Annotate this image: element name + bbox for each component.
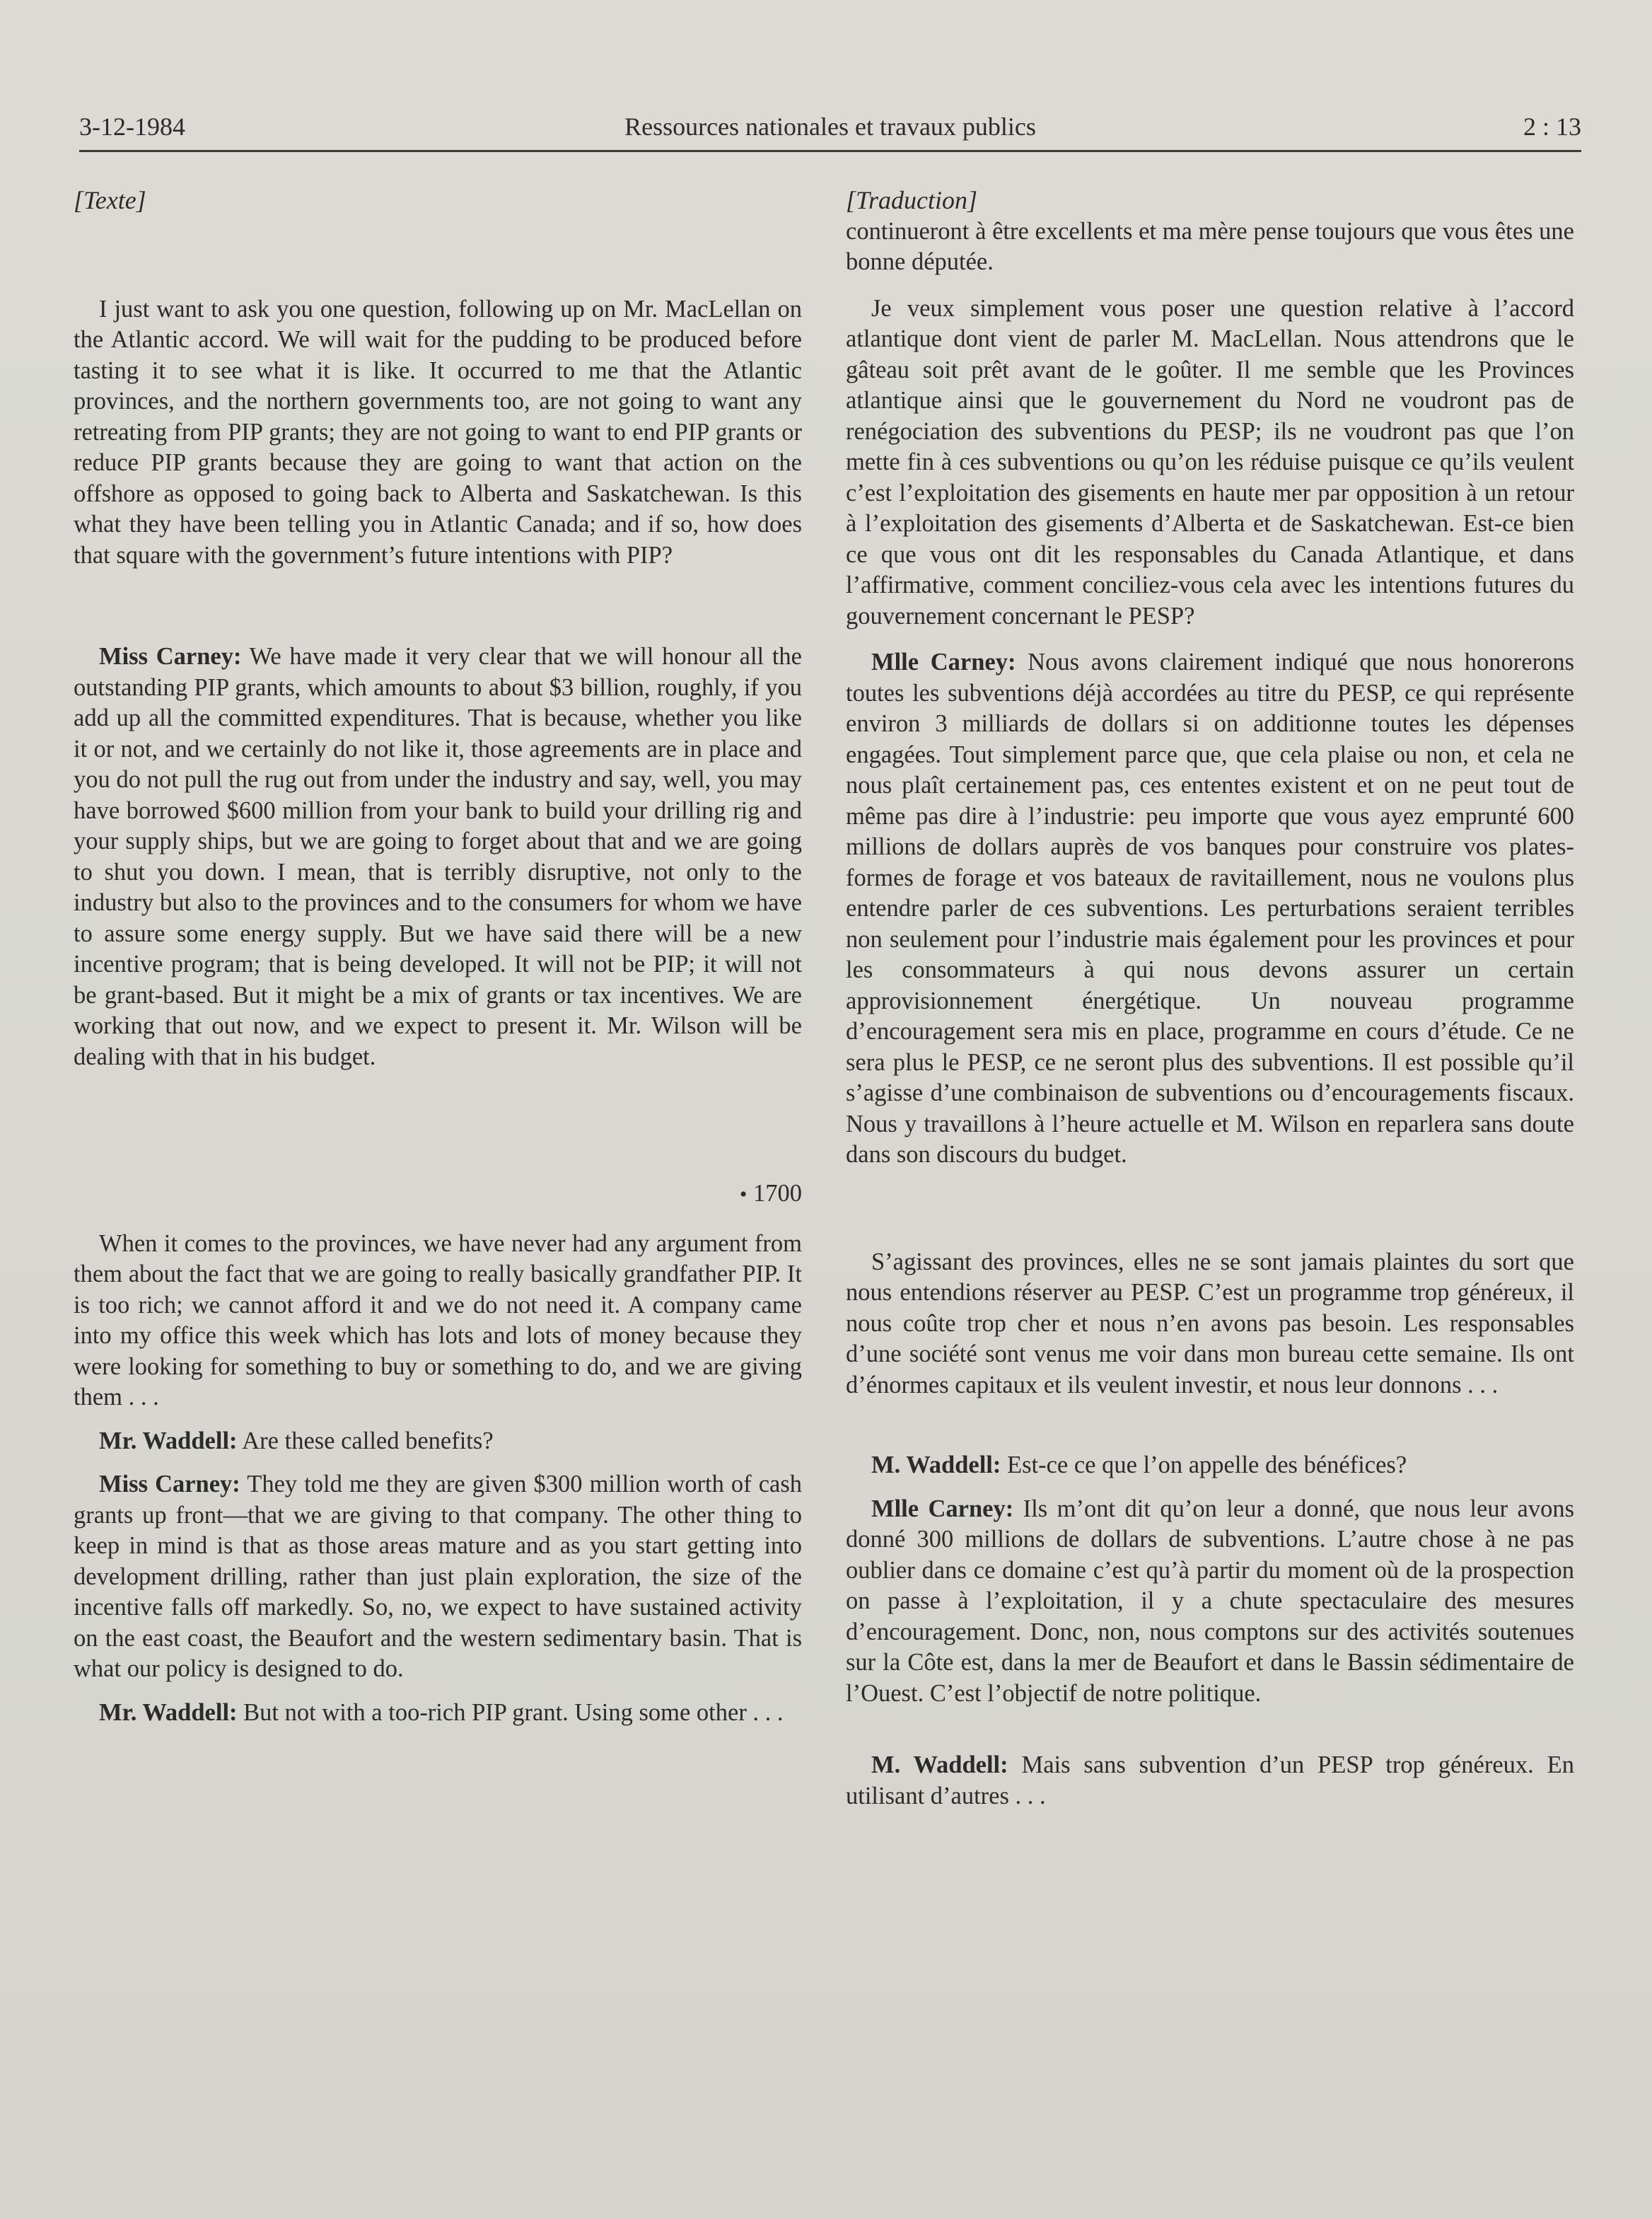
- time-marker: [74, 1178, 802, 1210]
- speaker-name: Miss Carney:: [99, 1471, 240, 1497]
- column-label-traduction: [Traduction]: [846, 186, 978, 214]
- header-title: Ressources nationales et travaux publics: [624, 112, 1036, 141]
- french-column: [846, 185, 1574, 1812]
- carney-answer-paragraph: [846, 647, 1574, 1171]
- header-page-number: 2 : 13: [1523, 112, 1581, 141]
- paragraph-text: Nous avons clairement indiqué que nous honorerons toutes les subventions déjà accordées au titre du PESP, ce qui représente environ 3 milliards de dollars si on additionne toutes les dépenses engagées. Tout simplement parce que, que cela plaise ou non, et cela ne nous plaît certainement pas, ces ententes existent et on ne peut tout de même pas dire à l’industrie: peu importe que vous ayez emprunté 600 millions de dollars auprès de vos banques pour construire vos plates-formes de forage et vos bateaux de ravitaillement, nous ne voulons plus entendre parler de ces subventions. Les perturbations seraient terribles non seulement pour l’industrie mais également pour les provinces et pour les consommateurs à qui nous devons assurer un certain approvisionnement énergétique. Un nouveau programme d’encouragement sera mis en place, programme en cours d’étude. Ce ne sera plus le PESP, ce ne seront plus des subventions. Il est possible qu’il s’agisse d’une combinaison de subventions ou d’encouragements fiscaux. Nous y travaillons à l’heure actuelle et M. Wilson en reparlera sans doute dans son discours du budget.: [846, 649, 1574, 1168]
- column-label-texte: [Texte]: [74, 186, 146, 214]
- carney-reply-paragraph: [846, 1494, 1574, 1710]
- speaker-name: M. Waddell:: [871, 1452, 1001, 1478]
- speaker-name: Mlle Carney:: [871, 1495, 1014, 1522]
- time-marker-text: 1700: [753, 1180, 802, 1207]
- paragraph-text: Are these called benefits?: [242, 1427, 494, 1454]
- paragraph-text: Ils m’ont dit qu’on leur a donné, que nous leur avons donné 300 millions de dollars de subventions. L’autre chose à ne pas oublier dans ce domaine c’est qu’à partir du moment où de la prospection on passe à l’exploitation, il y a chute spectaculaire des mesures d’encouragement. Donc, non, nous comptons sur des activités soutenues sur la Côte est, dans la mer de Beaufort et dans le Bassin sédimentaire de l’Ouest. C’est l’objectif de notre politique.: [846, 1495, 1574, 1707]
- waddell-remark-paragraph: [74, 1698, 802, 1729]
- paragraph-text: Mais sans subvention d’un PESP trop généreux. En utilisant d’autres . . .: [846, 1751, 1574, 1809]
- paragraph-text: Est-ce ce que l’on appelle des bénéfices?: [1007, 1452, 1407, 1478]
- question-paragraph: Je veux simplement vous poser une question relative à l’accord atlantique dont vient de parler M. MacLellan. Nous attendrons que le gâteau soit prêt avant de le goûter. Il me semble que les Provinces atlantique ainsi que le gouvernement du Nord ne voudront pas de renégociation des subventions du PESP; ils ne voudront pas que l’on mette fin à ces subventions ou qu’on les réduise puisque ce qu’ils veulent c’est l’exploitation des gisements en haute mer par opposition à un retour à l’exploitation des gisements d’Alberta et de Saskatchewan. Est-ce bien ce que vous ont dit les responsables du Canada Atlantique, et dans l’affirmative, comment conciliez-vous cela avec les intentions futures du gouvernement concernant le PESP?: [846, 294, 1574, 630]
- english-column: [74, 185, 802, 1728]
- page-header: [79, 112, 1581, 154]
- header-rule: [79, 150, 1581, 152]
- paragraph-text: They told me they are given $300 million worth of cash grants up front—that we are giving to that company. The other thing to keep in mind is that as those areas mature and as you start getting into development drilling, rather than just plain exploration, the size of the incentive falls off markedly. So, no, we expect to have sustained activity on the east coast, the Beaufort and the western sedimentary basin. That is what our policy is designed to do.: [74, 1471, 802, 1682]
- speaker-name: Mlle Carney:: [871, 649, 1016, 676]
- column-label-text: Traduction: [856, 186, 968, 214]
- paragraph-text: We have made it very clear that we will honour all the outstanding PIP grants, which amounts to about $3 billion, roughly, if you add up all the committed expenditures. That is because, whether you like it or not, and we certainly do not like it, those agreements are in place and you do not pull the rug out from under the industry and say, well, you may have borrowed $600 million from your bank to build your drilling rig and your supply ships, but we are going to forget about that and we are going to shut you down. I mean, that is terribly disruptive, not only to the industry but also to the provinces and to the consumers for whom we have to assure some energy supply. But we have said there will be a new incentive program; that is being developed. It will not be PIP; it will not be grant-based. But it might be a mix of grants or tax incentives. We are working that out now, and we expect to present it. Mr. Wilson will be dealing with that in his budget.: [74, 643, 802, 1070]
- speaker-name: M. Waddell:: [871, 1751, 1008, 1778]
- speaker-name: Mr. Waddell:: [99, 1427, 238, 1454]
- bullet-icon: •: [739, 1183, 748, 1206]
- header-date: 3-12-1984: [79, 112, 185, 141]
- paragraph-text: But not with a too-rich PIP grant. Using some other . . .: [243, 1698, 784, 1726]
- waddell-question-paragraph: [74, 1426, 802, 1457]
- column-label-text: Texte: [83, 186, 136, 214]
- carney-answer-paragraph: [74, 642, 802, 1072]
- provinces-paragraph: When it comes to the provinces, we have never had any argument from them about the fact that we are going to really basically grandfather PIP. It is too rich; we cannot afford it and we do not need it. A company came into my office this week which has lots and lots of money because they were looking for something to buy or something to do, and we are giving them . . .: [74, 1229, 802, 1410]
- continuation-paragraph: continueront à être excellents et ma mère pense toujours que vous êtes une bonne députée.: [846, 217, 1574, 275]
- provinces-paragraph: S’agissant des provinces, elles ne se sont jamais plaintes du sort que nous entendions réserver au PESP. C’est un programme trop généreux, il nous coûte trop cher et nous n’en avons pas besoin. Les responsables d’une société sont venus me voir dans mon bureau cette semaine. Ils ont d’énormes capitaux et ils veulent investir, et nous leur donnons . . .: [846, 1248, 1574, 1398]
- waddell-remark-paragraph: [846, 1750, 1574, 1812]
- speaker-name: Mr. Waddell:: [99, 1698, 238, 1726]
- waddell-question-paragraph: [846, 1450, 1574, 1481]
- speaker-name: Miss Carney:: [99, 643, 242, 670]
- carney-reply-paragraph: [74, 1469, 802, 1685]
- question-paragraph: I just want to ask you one question, following up on Mr. MacLellan on the Atlantic accord. We will wait for the pudding to be produced before tasting it to see what it is like. It occurred to me that the Atlantic provinces, and the northern governments too, are not going to want any retreating from PIP grants; they are not going to want to end PIP grants or reduce PIP grants because they are going to want that action on the offshore as opposed to going back to Alberta and Saskatchewan. Is this what they have been telling you in Atlantic Canada; and if so, how does that square with the government’s future intentions with PIP?: [74, 295, 802, 569]
